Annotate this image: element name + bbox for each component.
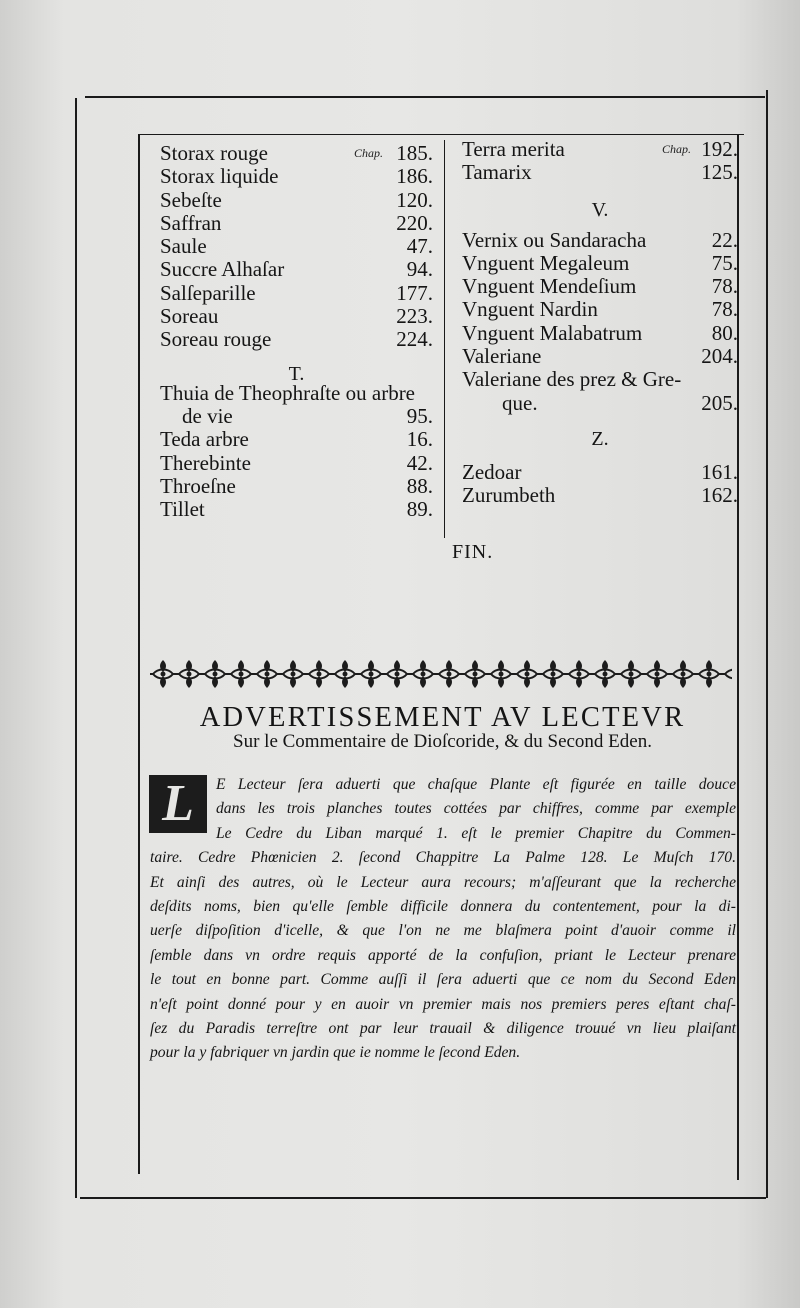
text-line: n'eſt point donné pour y en auoir vn premier mais nos premiers peres eſtant chaſ- xyxy=(150,995,736,1013)
column-divider xyxy=(444,140,445,538)
entry-name: Vernix ou Sandaracha xyxy=(462,227,647,252)
chapter-number: 89. xyxy=(406,497,433,522)
chapter-number: 94. xyxy=(406,257,433,282)
advertissement-title: ADVERTISSEMENT AV LECTEVR xyxy=(199,702,686,733)
index-entry xyxy=(462,229,738,252)
index-entry xyxy=(160,328,433,351)
drop-cap: L xyxy=(149,775,207,833)
index-entry xyxy=(462,461,738,484)
left-index-column xyxy=(160,142,433,521)
entry-name: Storax liquide xyxy=(160,164,279,189)
index-entry xyxy=(160,382,433,405)
entry-name: Succre Alhaſar xyxy=(160,257,285,282)
text-line: deſdits noms, bien qu'elle ſemble difficile donnera du contentement, pour la di- xyxy=(150,897,736,915)
entry-name: Saffran xyxy=(160,210,222,235)
index-entry xyxy=(160,142,433,165)
index-entry xyxy=(462,138,738,161)
text-line: Et ainſi des autres, où le Lecteur aura recours; m'aſſeurant que la recherche xyxy=(150,873,736,891)
advertissement-subtitle: Sur le Commentaire de Dioſcoride, & du Second Eden. xyxy=(233,731,652,752)
index-entry xyxy=(160,452,433,475)
index-entry xyxy=(462,392,738,415)
entry-name: Zedoar xyxy=(462,459,522,484)
chapter-number: 220. xyxy=(396,210,433,235)
right-index-column xyxy=(462,138,738,508)
entry-name: Valeriane xyxy=(462,344,542,369)
entry-name: Valeriane des prez & Gre- xyxy=(462,367,682,392)
chapter-number: 80. xyxy=(711,320,738,345)
text-line: taire. Cedre Phœnicien 2. ſecond Chappitre La Palme 128. Le Muſch 170. xyxy=(150,849,736,867)
text-line: dans les trois planches toutes cottées par chiffres, comme par exemple xyxy=(216,800,736,818)
index-entry xyxy=(462,161,738,184)
text-line: ſez du Paradis terreſtre ont par leur trauail & diligence trouué vn lieu plaiſant xyxy=(150,1019,736,1037)
index-entry xyxy=(160,235,433,258)
entry-name: de vie xyxy=(182,403,233,428)
inner-left-rule xyxy=(138,134,140,1174)
index-entry xyxy=(462,252,738,275)
outer-left-rule xyxy=(75,98,77,1198)
entry-name: Sebeſte xyxy=(160,187,222,212)
entry-name: Tamarix xyxy=(462,160,532,185)
index-entry xyxy=(160,189,433,212)
index-entry xyxy=(462,275,738,298)
entry-name: Terra merita xyxy=(462,137,565,161)
chapter-number: 192. xyxy=(701,137,738,161)
text-line: pour la y fabriquer vn jardin que ie nomme le ſecond Eden. xyxy=(150,1044,521,1062)
text-line: E Lecteur ſera aduerti que chaſque Plante eſt figurée en taille douce xyxy=(216,776,736,793)
ornament-band xyxy=(150,654,732,694)
section-letter-z: Z. xyxy=(591,427,609,450)
advertissement-paragraph xyxy=(150,773,736,1066)
index-entry xyxy=(462,368,738,391)
index-entry xyxy=(160,258,433,281)
chapter-number: 78. xyxy=(711,274,738,299)
index-entry xyxy=(160,498,433,521)
chapter-number: 185. xyxy=(396,141,433,165)
chapter-number: 224. xyxy=(396,327,433,352)
text-line: le tout en bonne part. Comme auſſi il ſera aduerti que ce nom du Second Eden xyxy=(150,971,736,989)
index-entry xyxy=(160,282,433,305)
entry-name: Thuia de Theophraſte ou arbre xyxy=(160,380,416,405)
chapter-number: 125. xyxy=(701,160,738,185)
entry-name: Teda arbre xyxy=(160,427,249,452)
chapter-number: 205. xyxy=(701,390,738,415)
entry-name: Soreau xyxy=(160,304,219,329)
index-entry xyxy=(160,212,433,235)
index-entry xyxy=(462,322,738,345)
chapter-number: 22. xyxy=(711,227,738,252)
chap-label-left: Chap. xyxy=(354,146,384,160)
section-letter-v: V. xyxy=(591,198,609,221)
outer-top-rule xyxy=(85,96,765,98)
chapter-number: 161. xyxy=(701,459,738,484)
chapter-number: 204. xyxy=(701,344,738,369)
entry-name: Salſeparille xyxy=(160,280,256,305)
section-letter-t: T. xyxy=(288,362,305,385)
chapter-number: 177. xyxy=(396,280,433,305)
chapter-number: 95. xyxy=(406,403,433,428)
entry-name: Storax rouge xyxy=(160,141,268,165)
entry-name: Soreau rouge xyxy=(160,327,272,352)
index-entry xyxy=(160,165,433,188)
entry-name: Vnguent Malabatrum xyxy=(462,320,643,345)
entry-name: Vnguent Megaleum xyxy=(462,250,630,275)
text-line: uerſe diſpoſition d'icelle, & que l'on ne me blaſmera point d'auoir comme il xyxy=(150,922,736,940)
text-line: Le Cedre du Liban marqué 1. eſt le premier Chapitre du Commen- xyxy=(216,824,736,842)
chapter-number: 162. xyxy=(701,483,738,508)
chapter-number: 88. xyxy=(406,473,433,498)
chapter-number: 75. xyxy=(711,250,738,275)
entry-name: Zurumbeth xyxy=(462,483,556,508)
entry-name: Tillet xyxy=(160,497,205,522)
chap-label-right: Chap. xyxy=(662,142,692,156)
outer-bottom-rule xyxy=(80,1197,766,1199)
index-entry xyxy=(160,405,433,428)
chapter-number: 16. xyxy=(406,427,433,452)
index-entry xyxy=(160,428,433,451)
text-line: ſemble dans vn ordre requis apporté de la confuſion, priant le Lecteur prenare xyxy=(150,946,736,964)
chapter-number: 120. xyxy=(396,187,433,212)
entry-name: Saule xyxy=(160,234,207,259)
index-entry xyxy=(160,475,433,498)
chapter-number: 186. xyxy=(396,164,433,189)
chapter-number: 78. xyxy=(711,297,738,322)
entry-name: Vnguent Mendeſium xyxy=(462,274,637,299)
entry-name: que. xyxy=(502,390,538,415)
outer-right-rule xyxy=(766,90,768,1198)
entry-name: Therebinte xyxy=(160,450,251,475)
fin-mark: FIN. xyxy=(452,541,494,563)
index-entry xyxy=(462,345,738,368)
index-entry xyxy=(462,484,738,507)
index-entry xyxy=(462,298,738,321)
inner-top-rule xyxy=(140,134,744,135)
entry-name: Vnguent Nardin xyxy=(462,297,598,322)
index-entry xyxy=(160,305,433,328)
chapter-number: 223. xyxy=(396,304,433,329)
chapter-number: 42. xyxy=(406,450,433,475)
chapter-number: 47. xyxy=(406,234,433,259)
entry-name: Throeſne xyxy=(160,473,236,498)
